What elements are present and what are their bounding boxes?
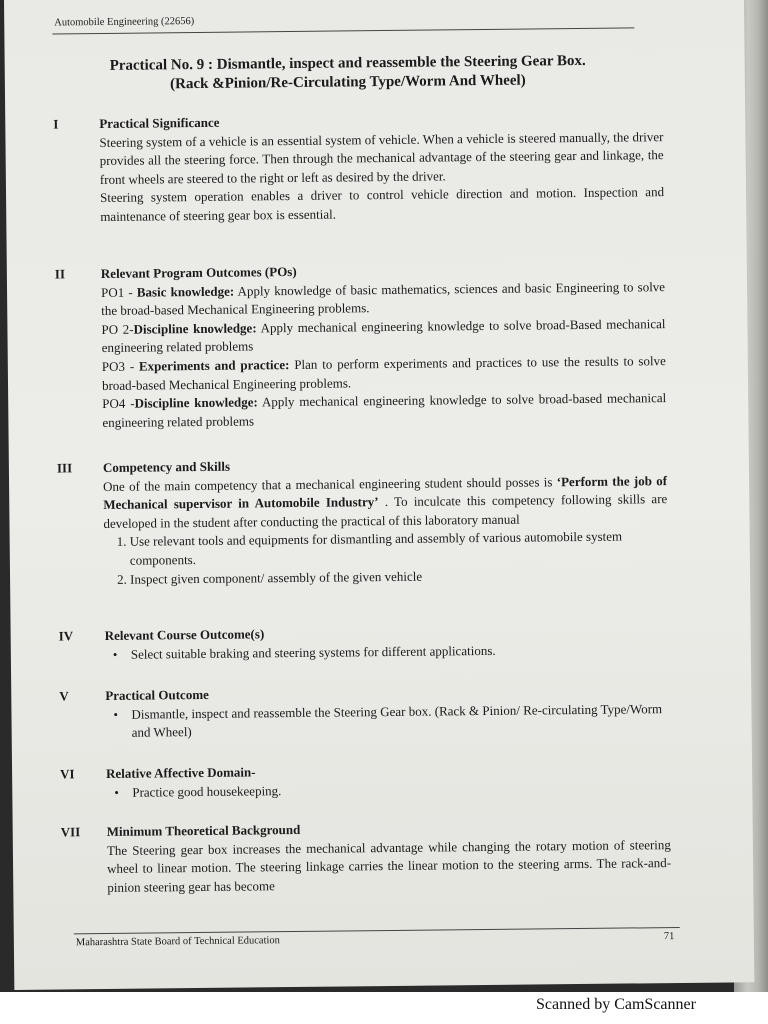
section-heading: Minimum Theoretical Background [106, 821, 301, 839]
document-page [4, 0, 754, 990]
section-number: III [56, 460, 73, 476]
footer-board-name: Maharashtra State Board of Technical Education [75, 935, 280, 949]
paragraph: One of the main competency that a mechanical engineering student should posses is ‘Perform the job of Mechanical supervisor in Automobile Industry’ . To inculcate this competency following skills are developed in the student after conducting the practical of this laboratory manual [103, 472, 668, 531]
title-line-2: (Rack &Pinion/Re-Circulating Type/Worm And Wheel) [170, 72, 526, 93]
section-practical-significance [53, 109, 664, 227]
section-competency-skills [57, 453, 668, 590]
list-item: • Practice good housekeeping. [132, 778, 670, 802]
po-item: PO4 -Discipline knowledge: Apply mechanical engineering knowledge to solve broad-based mechanical engineering related problems [102, 390, 667, 430]
paragraph: Steering system of a vehicle is an essential system of vehicle. When a vehicle is steered manually, the driver provides all the steering force. Then through the mechanical advantage of the steering gear and linkage, the front wheels are steered to the right or left as desired by the driver. [99, 128, 664, 187]
section-heading: Practical Outcome [105, 686, 209, 703]
section-program-outcomes [55, 259, 667, 433]
section-course-outcomes [59, 621, 669, 665]
section-affective-domain [60, 759, 670, 803]
section-heading: Relevant Course Outcome(s) [104, 626, 265, 643]
po-item: PO3 - Experiments and practice: Plan to perform experiments and practices to use the results to solve broad-based Mechanical Engineering problems. [101, 353, 666, 393]
scanner-watermark: Scanned by CamScanner [536, 996, 696, 1013]
section-heading: Relevant Program Outcomes (POs) [100, 263, 297, 282]
bullet-list [105, 700, 669, 743]
practical-title [53, 51, 643, 95]
paragraph: The Steering gear box increases the mechanical advantage while changing the rotary motion of steering wheel to linear motion. The steering linkage carries the linear motion to the steering arms. The rack-and-pinion steering gear has become [106, 836, 672, 895]
section-theoretical-background [61, 817, 672, 898]
list-item: • Select suitable braking and steering systems for different applications. [131, 640, 669, 664]
section-number: I [53, 116, 59, 132]
list-item: • Dismantle, inspect and reassemble the Steering Gear box. (Rack & Pinion/ Re-circulating Type/Worm and Wheel) [131, 700, 669, 743]
header-rule [52, 27, 634, 34]
list-item: 2. Inspect given component/ assembly of the given vehicle [130, 565, 668, 589]
po-item: PO 2-Discipline knowledge: Apply mechanical engineering knowledge to solve broad-Based mechanical engineering related problems [101, 315, 666, 356]
list-item: 1. Use relevant tools and equipments for dismantling and assembly of various automobile system components. [130, 527, 668, 570]
section-heading: Relative Affective Domain- [106, 764, 256, 781]
running-header: Automobile Engineering (22656) [54, 16, 195, 29]
page-number: 71 [663, 931, 675, 943]
section-heading: Practical Significance [99, 114, 220, 132]
paragraph: Steering system operation enables a driver to control vehicle direction and motion. Inspection and maintenance of steering gear box is essential. [99, 184, 665, 224]
section-number: VII [60, 824, 81, 840]
section-number: VI [60, 766, 75, 782]
section-heading: Competency and Skills [102, 458, 231, 475]
section-number: IV [58, 628, 74, 644]
section-number: V [59, 688, 69, 704]
section-number: II [54, 266, 66, 282]
footer-rule [74, 927, 680, 934]
po-item: PO1 - Basic knowledge: Apply knowledge of basic mathematics, sciences and basic Engineering to solve the broad-based Mechanical Engineering problems. [100, 278, 666, 319]
title-line-1: Practical No. 9 : Dismantle, inspect and reassemble the Steering Gear Box. [109, 52, 586, 74]
section-practical-outcome [59, 681, 670, 743]
skills-list [104, 527, 669, 589]
